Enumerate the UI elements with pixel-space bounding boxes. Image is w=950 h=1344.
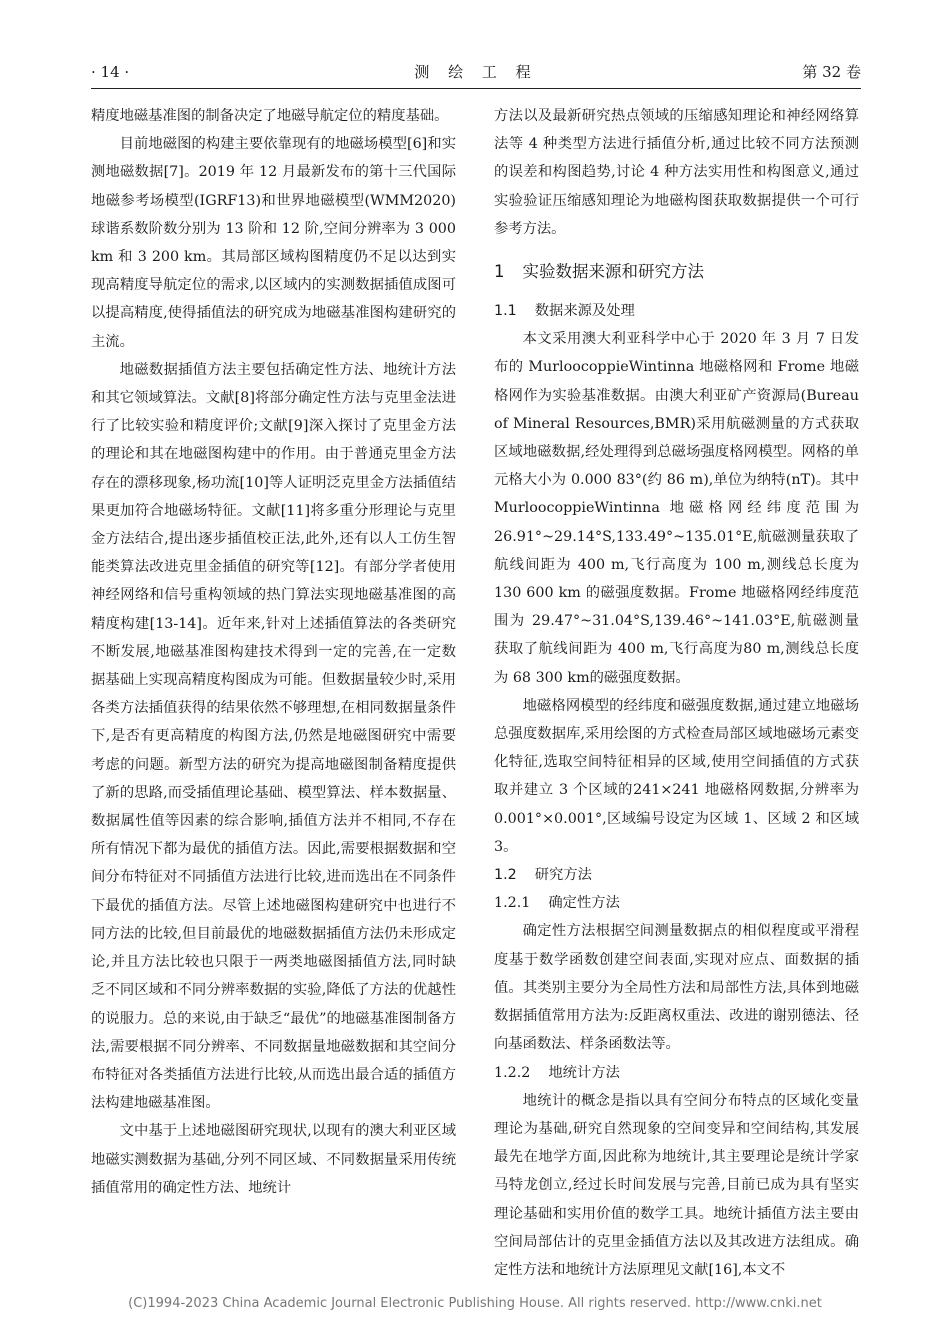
- section-title: 实验数据来源和研究方法: [522, 262, 704, 282]
- paragraph: 地磁数据插值方法主要包括确定性方法、地统计方法和其它领域算法。文献[8]将部分确定性方法与克里金法进行了比较实验和精度评价;文献[9]深入探讨了克里金方法的理论和其在地磁图构建中的作用。由于普通克里金方法存在的漂移现象,杨功流[10]等人证明泛克里金方法插值结果更加符合地磁场特征。文献[11]将多重分形理论与克里金方法结合,提出逐步插值校正法,此外,还有以人工仿生智能类算法改进克里金插值的研究等[12]。有部分学者使用神经网络和信号重构领域的热门算法实现地磁基准图的高精度构建[13-14]。近年来,针对上述插值算法的各类研究不断发展,地磁基准图构建技术得到一定的完善,在一定数据基础上实现高精度构图成为可能。但数据量较少时,采用各类方法插值获得的结果依然不够理想,在相同数据量条件下,是否有更高精度的构图方法,仍然是地磁图研究中需要考虑的问题。新型方法的研究为提高地磁图制备精度提供了新的思路,而受插值理论基础、模型算法、样本数据量、数据属性值等因素的综合影响,插值方法并不相同,不存在所有情况下都为最优的插值方法。因此,需要根据数据和空间分布特征对不同插值方法进行比较,进而选出在不同条件下最优的插值方法。尽管上述地磁图构建研究中也进行不同方法的比较,但目前最优的地磁数据插值方法仍未形成定论,并且方法比较也只限于一两类地磁图插值方法,同时缺乏不同区域和不同分辨率数据的实验,降低了方法的优越性的说服力。总的来说,由于缺乏“最优”的地磁基准图制备方法,需要根据不同分辨率、不同数据量地磁数据和其空间分布特征对各类插值方法进行比较,从而选出最合适的插值方法构建地磁基准图。: [91, 361, 456, 1112]
- subsection-number: 1.1: [494, 303, 517, 320]
- paragraph-continued: 精度地磁基准图的制备决定了地磁导航定位的精度基础。: [91, 108, 449, 124]
- paragraph: 地统计的概念是指以具有空间分布特点的区域化变量理论为基础,研究自然现象的空间变异和空间结构,其发展最先在地学方面,因此称为地统计,其主要理论是统计学家马特龙创立,经过长时间发展与完善,目前已成为具有坚实理论基础和实用价值的数学工具。地统计插值方法主要由空间局部估计的克里金插值方法以及其改进方法组成。确定性方法和地统计方法原理见文献[16],本文不: [494, 1092, 859, 1278]
- paragraph: 本文采用澳大利亚科学中心于 2020 年 3 月 7 日发布的 MurloocoppieWintinna 地磁格网和 Frome 地磁格网作为实验基准数据。由澳大利亚矿产资源局(Bureau of Mineral Resources,BMR)采用航磁测量的方式获取区域地磁数据,经处理得到总磁场强度格网模型。网格的单元格大小为 0.000 83°(约 86 m),单位为纳特(nT)。其中 MurloocoppieWintinna 地磁格网经纬度范围为 26.91°~29.14°S,133.49°~135.01°E,航磁测量获取了航线间距为 400 m,飞行高度为 100 m,测线总长度为 130 600 km 的磁强度数据。Frome 地磁格网经纬度范围为 29.47°~31.04°S,139.46°~141.03°E,航磁测量获取了航线间距为 400 m,飞行高度为80 m,测线总长度为 68 300 km的磁强度数据。: [494, 331, 859, 686]
- subsubsection-heading: [494, 1059, 859, 1087]
- running-header: [91, 60, 861, 86]
- paragraph: 确定性方法根据空间测量数据点的相似程度或平滑程度基于数学函数创建空间表面,实现对应点、面数据的插值。其类别主要分为全局性方法和局部性方法,具体到地磁数据插值常用方法为:反距离权重法、改进的谢别德法、径向基函数法、样条函数法等。: [494, 923, 859, 1053]
- page-number: · 14 ·: [91, 63, 130, 81]
- subsubsection-title: 确定性方法: [548, 895, 620, 912]
- volume-label: 第 32 卷: [802, 63, 861, 81]
- subsubsection-number: 1.2.2: [494, 1064, 531, 1081]
- header-rule: [91, 88, 861, 89]
- subsection-number: 1.2: [494, 867, 517, 884]
- subsubsection-heading: [494, 889, 859, 917]
- copyright-footer: (C)1994-2023 China Academic Journal Electronic Publishing House. All rights reserved. http://www.cnki.net: [128, 1296, 822, 1311]
- left-column: [91, 102, 456, 1202]
- paragraph-continued: 方法以及最新研究热点领域的压缩感知理论和神经网络算法等 4 种类型方法进行插值分析,通过比较不同方法预测的误差和构图趋势,讨论 4 种方法实用性和构图意义,通过实验验证压缩感知理论为地磁构图获取数据提供一个可行参考方法。: [494, 108, 859, 237]
- paragraph: 目前地磁图的构建主要依靠现有的地磁场模型[6]和实测地磁数据[7]。2019 年 12 月最新发布的第十三代国际地磁参考场模型(IGRF13)和世界地磁模型(WMM2020)球谐系数阶数分别为 13 阶和 12 阶,空间分辨率为 3 000 km 和 3 200 km。其局部区域构图精度仍不足以达到实现高精度导航定位的需求,以区域内的实测数据插值成图可以提高精度,使得插值法的研究成为地磁基准图构建研究的主流。: [91, 136, 456, 350]
- right-column: [494, 102, 859, 1284]
- subsection-heading: [494, 297, 859, 325]
- paragraph: 文中基于上述地磁图研究现状,以现有的澳大利亚区域地磁实测数据为基础,分列不同区域、不同数据量采用传统插值常用的确定性方法、地统计: [91, 1123, 456, 1196]
- subsection-title: 研究方法: [534, 867, 592, 884]
- journal-title: 测 绘 工 程: [414, 63, 538, 81]
- subsubsection-title: 地统计方法: [548, 1064, 620, 1081]
- subsubsection-number: 1.2.1: [494, 895, 531, 912]
- paragraph: 地磁格网模型的经纬度和磁强度数据,通过建立地磁场总强度数据库,采用绘图的方式检查局部区域地磁场元素变化特征,选取空间特征相异的区域,使用空间插值的方式获取并建立 3 个区域的241×241 地磁格网数据,分辨率为 0.001°×0.001°,区域编号设定为区域 1、区域 2 和区域 3。: [494, 697, 859, 855]
- section-number: 1: [494, 262, 505, 282]
- subsection-heading: [494, 861, 859, 889]
- subsection-title: 数据来源及处理: [534, 303, 635, 320]
- section-heading: [494, 257, 859, 287]
